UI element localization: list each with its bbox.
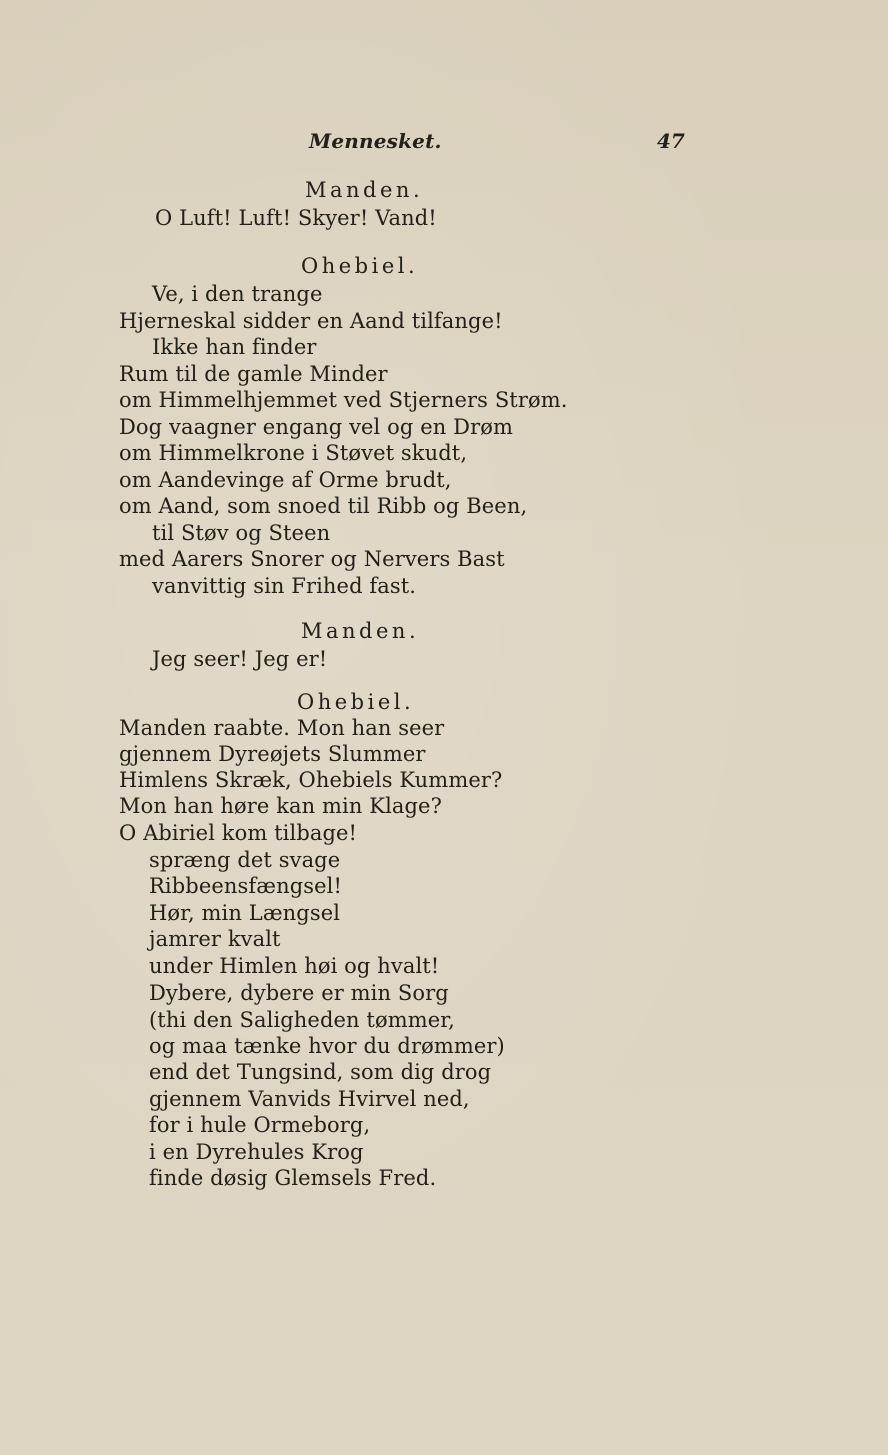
poem-line: i en Dyrehules Krog (149, 1140, 364, 1164)
poem-line: end det Tungsind, som dig drog (149, 1060, 492, 1084)
poem-line: jamrer kvalt (149, 927, 281, 951)
speaker-name: Manden. (305, 178, 424, 202)
poem-line: (thi den Saligheden tømmer, (149, 1008, 455, 1032)
poem-line: spræng det svage (149, 848, 341, 872)
poem-line: om Aandevinge af Orme brudt, (119, 468, 452, 492)
poem-line: Hør, min Længsel (149, 901, 341, 925)
poem-line: om Himmelhjemmet ved Stjerners Strøm. (119, 388, 568, 412)
poem-line: gjennem Dyreøjets Slummer (119, 742, 426, 766)
poem-line: Jeg seer! Jeg er! (152, 647, 328, 671)
poem-line: om Himmelkrone i Støvet skudt, (119, 441, 468, 465)
speaker-name: Ohebiel. (301, 254, 419, 278)
poem-line: vanvittig sin Frihed fast. (152, 574, 417, 598)
poem-line: Dybere, dybere er min Sorg (149, 981, 449, 1005)
poem-line: Mon han høre kan min Klage? (119, 794, 442, 818)
poem-line: Ve, i den trange (152, 282, 323, 306)
poem-line: med Aarers Snorer og Nervers Bast (119, 547, 505, 571)
page-number: 47 (657, 129, 685, 153)
poem-line: O Luft! Luft! Skyer! Vand! (155, 206, 437, 230)
poem-line: Rum til de gamle Minder (119, 362, 388, 386)
poem-line: til Støv og Steen (152, 521, 331, 545)
speaker-name: Manden. (301, 619, 420, 643)
poem-line: om Aand, som snoed til Ribb og Been, (119, 494, 528, 518)
poem-line: Ikke han finder (152, 335, 317, 359)
poem-line: under Himlen høi og hvalt! (149, 954, 440, 978)
poem-line: gjennem Vanvids Hvirvel ned, (149, 1087, 470, 1111)
poem-line: finde døsig Glemsels Fred. (149, 1166, 437, 1190)
poem-line: og maa tænke hvor du drømmer) (149, 1034, 505, 1058)
poem-line: Manden raabte. Mon han seer (119, 716, 445, 740)
poem-line: Hjerneskal sidder en Aand tilfange! (119, 309, 503, 333)
poem-line: Dog vaagner engang vel og en Drøm (119, 415, 513, 439)
poem-line: O Abiriel kom tilbage! (119, 821, 358, 845)
poem-line: Ribbeensfængsel! (149, 874, 343, 898)
poem-line: Himlens Skræk, Ohebiels Kummer? (119, 768, 503, 792)
speaker-name: Ohebiel. (297, 690, 415, 714)
running-header-title: Mennesket. (309, 129, 442, 153)
poem-line: for i hule Ormeborg, (149, 1113, 371, 1137)
